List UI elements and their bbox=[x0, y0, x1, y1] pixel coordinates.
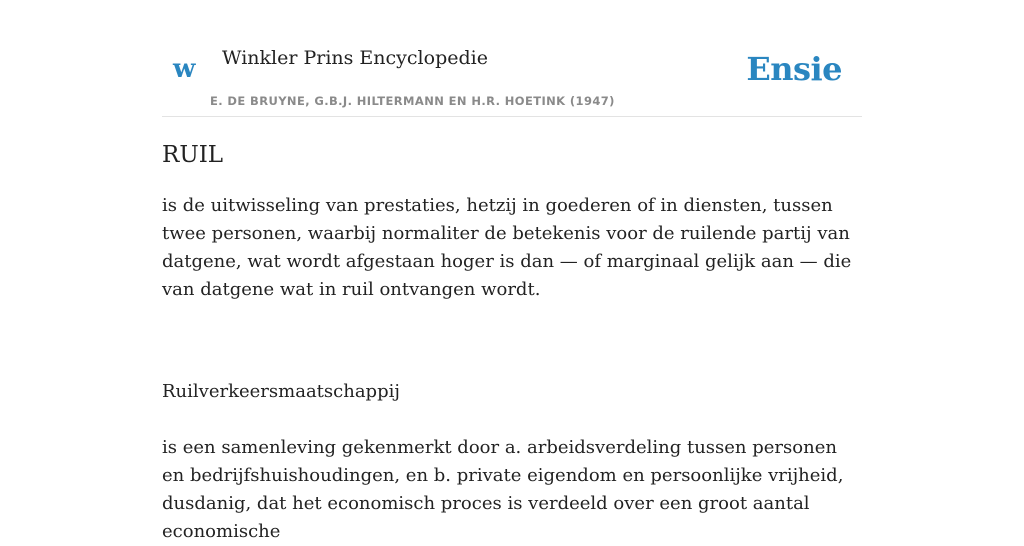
entry-title: RUIL bbox=[162, 142, 224, 168]
publication-authors: E. DE BRUYNE, G.B.J. HILTERMANN EN H.R. HOETINK (1947) bbox=[210, 94, 615, 108]
entry-content bbox=[162, 140, 862, 546]
site-header bbox=[162, 0, 862, 117]
entry-definition: is de uitwisseling van prestaties, hetzij in goederen of in diensten, tussen twee personen, waarbij normaliter de betekenis voor de ruilende partij van datgene, wat wordt afgestaan hoger is dan — of marginaal gelijk aan — die van datgene wat in ruil ontvangen wordt. bbox=[162, 195, 852, 300]
related-entry-definition: is een samenleving gekenmerkt door a. arbeidsverdeling tussen personen en bedrijfshuishoudingen, en b. private eigendom en persoonlijke vrijheid, dusdanig, dat het economisch proces is verdeeld over een groot aantal economische bbox=[162, 437, 844, 542]
publication-title[interactable]: Winkler Prins Encyclopedie bbox=[222, 47, 488, 69]
ensie-logo-link[interactable]: Ensie bbox=[746, 50, 842, 88]
related-entry-title: Ruilverkeersmaatschappij bbox=[162, 381, 400, 402]
publication-logo[interactable]: w bbox=[173, 54, 196, 84]
